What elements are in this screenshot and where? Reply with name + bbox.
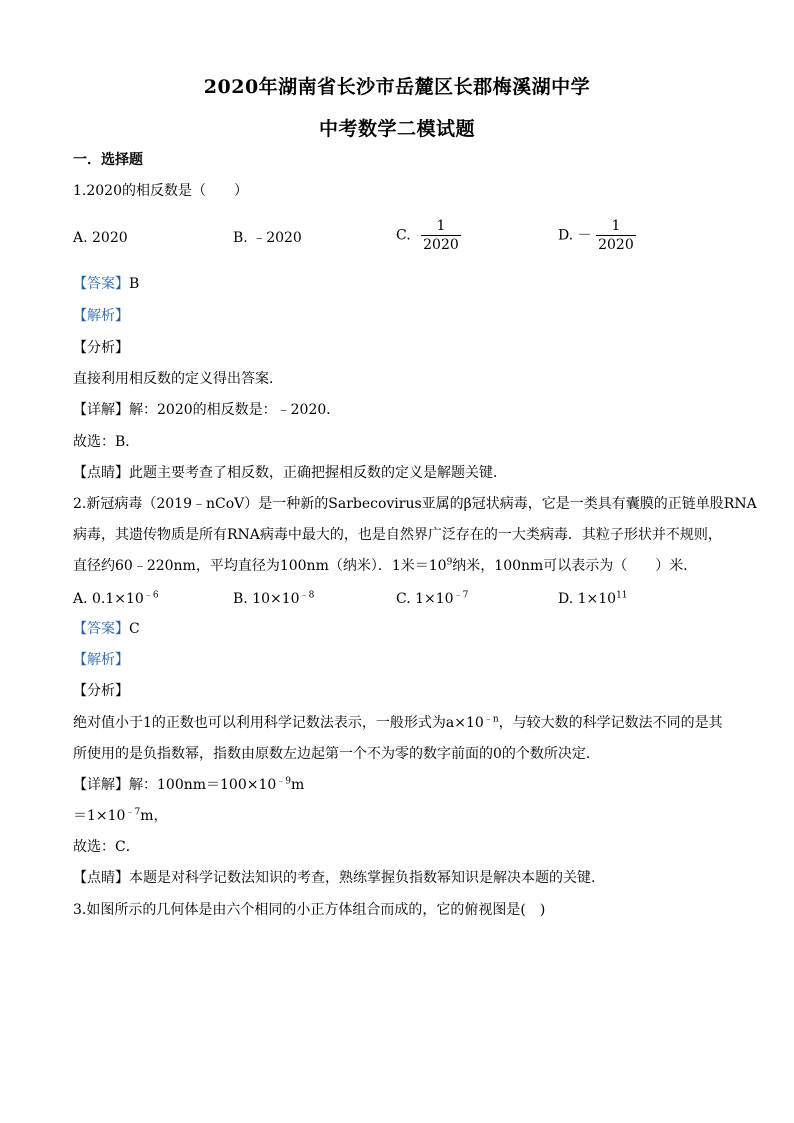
fraction-denominator: 2020 xyxy=(598,237,634,253)
q2-choose: 故选：C． xyxy=(73,839,140,855)
q1-option-d-fraction xyxy=(596,217,636,254)
section-heading: 一．选择题 xyxy=(73,152,143,168)
comment-tag: 【点睛】 xyxy=(73,465,129,481)
page-subtitle: 中考数学二模试题 xyxy=(318,118,475,140)
exponent: ﹣n xyxy=(483,714,499,725)
q1-fenxi-tag xyxy=(73,338,129,358)
q1-stem: 1.2020的相反数是（ ） xyxy=(73,183,248,199)
exponent: 11 xyxy=(616,590,628,601)
detail-text: 解：2020的相反数是：﹣2020． xyxy=(129,402,341,418)
analysis-tag: 【解析】 xyxy=(73,652,129,668)
q1-option-c-label: C. xyxy=(396,227,411,244)
q1-option-d xyxy=(558,217,636,254)
exponent: 9 xyxy=(446,557,453,568)
q1-option-b: B. ﹣2020 xyxy=(233,230,302,246)
q1-option-d-sign: － xyxy=(577,227,592,244)
answer-value: C xyxy=(129,621,140,637)
q2-stem-line1: 2.新冠病毒（2019﹣nCoV）是一种新的Sarbecovirus亚属的β冠状病毒，它是一类具有囊膜的正链单股RNA xyxy=(73,496,757,512)
q2-option-d xyxy=(558,589,628,609)
q2-comment xyxy=(73,868,595,888)
stem-text: 纳米，100nm可以表示为（ ）米． xyxy=(452,558,698,574)
fenxi-tag: 【分析】 xyxy=(73,340,129,356)
exponent: ﹣9 xyxy=(276,776,292,787)
q1-option-c xyxy=(396,217,461,254)
exponent: ﹣8 xyxy=(299,590,315,601)
detail-tag: 【详解】 xyxy=(73,777,129,793)
answer-value: B xyxy=(129,276,140,292)
comment-tag: 【点睛】 xyxy=(73,870,129,886)
detail-tag: 【详解】 xyxy=(73,402,129,418)
fenxi-text: 绝对值小于1的正数也可以利用科学记数法表示，一般形式为a×10 xyxy=(73,715,484,731)
detail-text: m xyxy=(291,777,305,793)
q2-fenxi-line1 xyxy=(73,713,723,733)
option-base: A. 0.1×10 xyxy=(73,591,144,607)
q1-fenxi-text: 直接利用相反数的定义得出答案． xyxy=(73,371,283,387)
comment-text: 本题是对科学记数法知识的考查，熟练掌握负指数幂知识是解决本题的关键. xyxy=(129,870,596,886)
comment-text: 此题主要考查了相反数，正确把握相反数的定义是解题关键． xyxy=(129,465,507,481)
q2-detail xyxy=(73,775,304,795)
page-title: 2020年湖南省长沙市岳麓区长郡梅溪湖中学 xyxy=(203,76,591,98)
q2-fenxi-tag xyxy=(73,681,129,701)
q2-stem-line2: 病毒，其遗传物质是所有RNA病毒中最大的，也是自然界广泛存在的一大类病毒．其粒子形状并不规则， xyxy=(73,527,722,543)
q1-option-a: A. 2020 xyxy=(73,230,128,246)
q1-analysis-tag xyxy=(73,306,129,326)
q2-option-c xyxy=(396,589,468,609)
answer-tag: 【答案】 xyxy=(73,621,129,637)
fenxi-tag: 【分析】 xyxy=(73,683,129,699)
q1-choose: 故选：B． xyxy=(73,434,140,450)
q2-option-b xyxy=(233,589,314,609)
exponent: ﹣6 xyxy=(143,590,159,601)
q1-detail xyxy=(73,400,340,420)
step-text: ＝1×10 xyxy=(73,808,126,824)
stem-text: 直径约60﹣220nm，平均直径为100nm（纳米）．1米＝10 xyxy=(73,558,447,574)
detail-text: 解：100nm＝100×10 xyxy=(129,777,277,793)
q2-step2 xyxy=(73,806,167,826)
fraction-numerator: 1 xyxy=(436,218,446,234)
q2-analysis-tag xyxy=(73,650,129,670)
option-base: B. 10×10 xyxy=(233,591,300,607)
option-base: C. 1×10 xyxy=(396,591,454,607)
fraction-denominator: 2020 xyxy=(423,237,459,253)
q3-stem: 3.如图所示的几何体是由六个相同的小正方体组合而成的，它的俯视图是( ) xyxy=(73,902,546,918)
fenxi-text: ，与较大数的科学记数法不同的是其 xyxy=(498,715,723,731)
analysis-tag: 【解析】 xyxy=(73,308,129,324)
exponent: ﹣7 xyxy=(125,807,141,818)
q1-option-d-label: D. xyxy=(558,227,574,244)
fraction-numerator: 1 xyxy=(611,218,621,234)
exponent: ﹣7 xyxy=(453,590,469,601)
q1-option-c-fraction xyxy=(421,217,461,254)
option-base: D. 1×10 xyxy=(558,591,617,607)
answer-tag: 【答案】 xyxy=(73,276,129,292)
q1-answer xyxy=(73,274,139,294)
q2-answer xyxy=(73,619,140,639)
q2-stem-line3 xyxy=(73,556,697,576)
q2-fenxi-line2: 所使用的是负指数幂，指数由原数左边起第一个不为零的数字前面的0的个数所决定． xyxy=(73,746,600,762)
step-text: m， xyxy=(140,808,168,824)
q2-option-a xyxy=(73,589,159,609)
q1-comment xyxy=(73,463,507,483)
